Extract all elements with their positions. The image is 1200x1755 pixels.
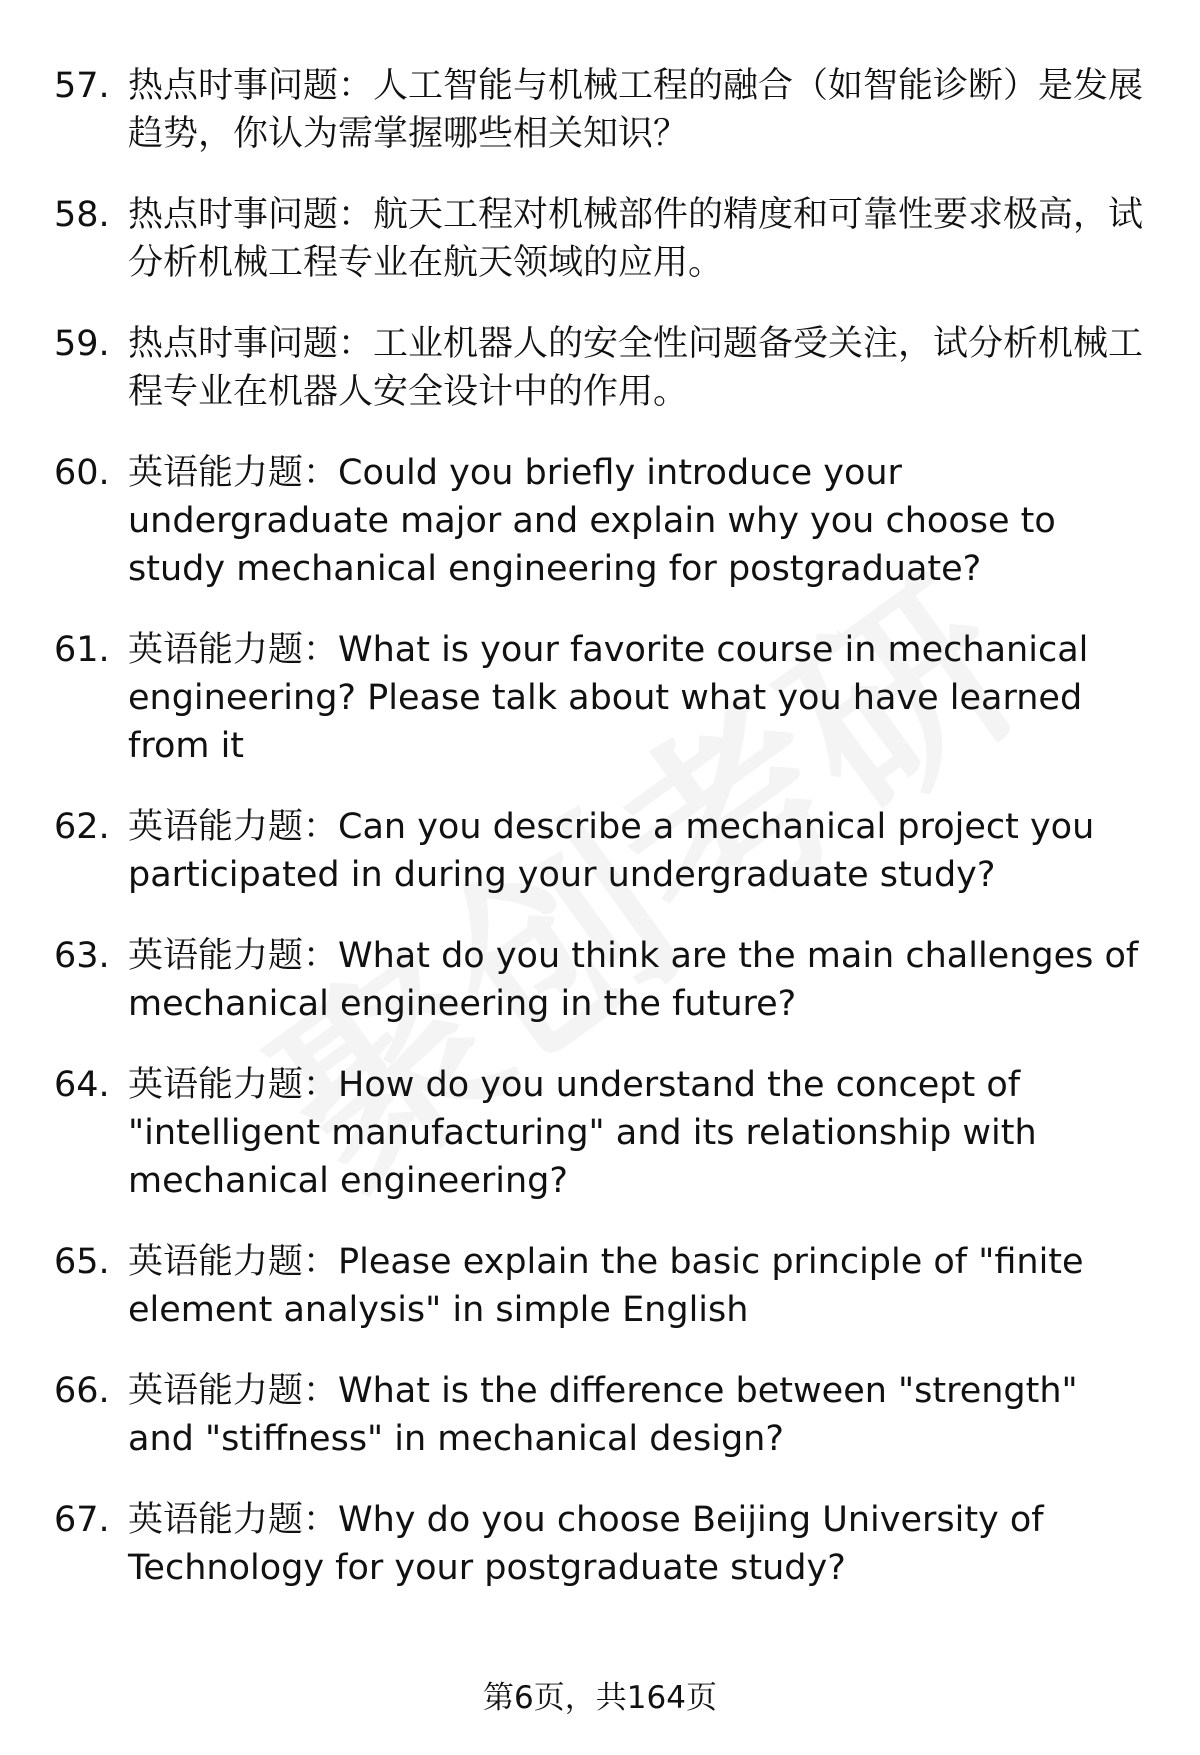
question-text: 英语能力题：How do you understand the concept of "intelligent manufacturing" and its relationship with mechanical engineering? (128, 1065, 1037, 1201)
question-item-63 (54, 932, 1154, 1028)
question-item-61 (54, 626, 1154, 770)
question-text: 英语能力题：Can you describe a mechanical project you participated in during your undergraduate study? (128, 807, 1095, 895)
question-item-66 (54, 1367, 1154, 1463)
question-item-67 (54, 1496, 1154, 1592)
question-text: 英语能力题：What do you think are the main challenges of mechanical engineering in the future? (128, 936, 1139, 1024)
page-number-label: 第6页，共164页 (483, 1680, 717, 1716)
question-item-57 (54, 62, 1154, 158)
question-text: 英语能力题：What is the difference between "strength" and "stiffness" in mechanical design? (128, 1371, 1078, 1459)
question-item-60 (54, 449, 1154, 593)
question-item-59 (54, 320, 1154, 416)
question-number: 58. (54, 195, 110, 235)
question-item-58 (54, 191, 1154, 287)
question-number: 65. (54, 1242, 110, 1282)
question-number: 59. (54, 324, 110, 364)
question-item-64 (54, 1061, 1154, 1205)
question-number: 64. (54, 1065, 110, 1105)
question-text: 热点时事问题：人工智能与机械工程的融合（如智能诊断）是发展趋势，你认为需掌握哪些相关知识？ (128, 66, 1144, 154)
question-text: 英语能力题：What is your favorite course in mechanical engineering? Please talk about what you have learned from it (128, 630, 1089, 766)
page-footer (0, 1678, 1200, 1718)
question-number: 57. (54, 66, 110, 106)
question-text: 英语能力题：Why do you choose Beijing University of Technology for your postgraduate study? (128, 1500, 1044, 1588)
question-number: 61. (54, 630, 110, 670)
question-number: 66. (54, 1371, 110, 1411)
question-item-62 (54, 803, 1154, 899)
question-number: 63. (54, 936, 110, 976)
question-number: 62. (54, 807, 110, 847)
question-number: 60. (54, 453, 110, 493)
question-list (54, 62, 1154, 1625)
question-text: 英语能力题：Please explain the basic principle of "finite element analysis" in simple English (128, 1242, 1084, 1330)
question-text: 热点时事问题：航天工程对机械部件的精度和可靠性要求极高，试分析机械工程专业在航天领域的应用。 (128, 195, 1144, 283)
question-text: 热点时事问题：工业机器人的安全性问题备受关注，试分析机械工程专业在机器人安全设计中的作用。 (128, 324, 1144, 412)
question-item-65 (54, 1238, 1154, 1334)
question-number: 67. (54, 1500, 110, 1540)
question-text: 英语能力题：Could you briefly introduce your undergraduate major and explain why you choose to study mechanical engineering for postgraduate? (128, 453, 1056, 589)
